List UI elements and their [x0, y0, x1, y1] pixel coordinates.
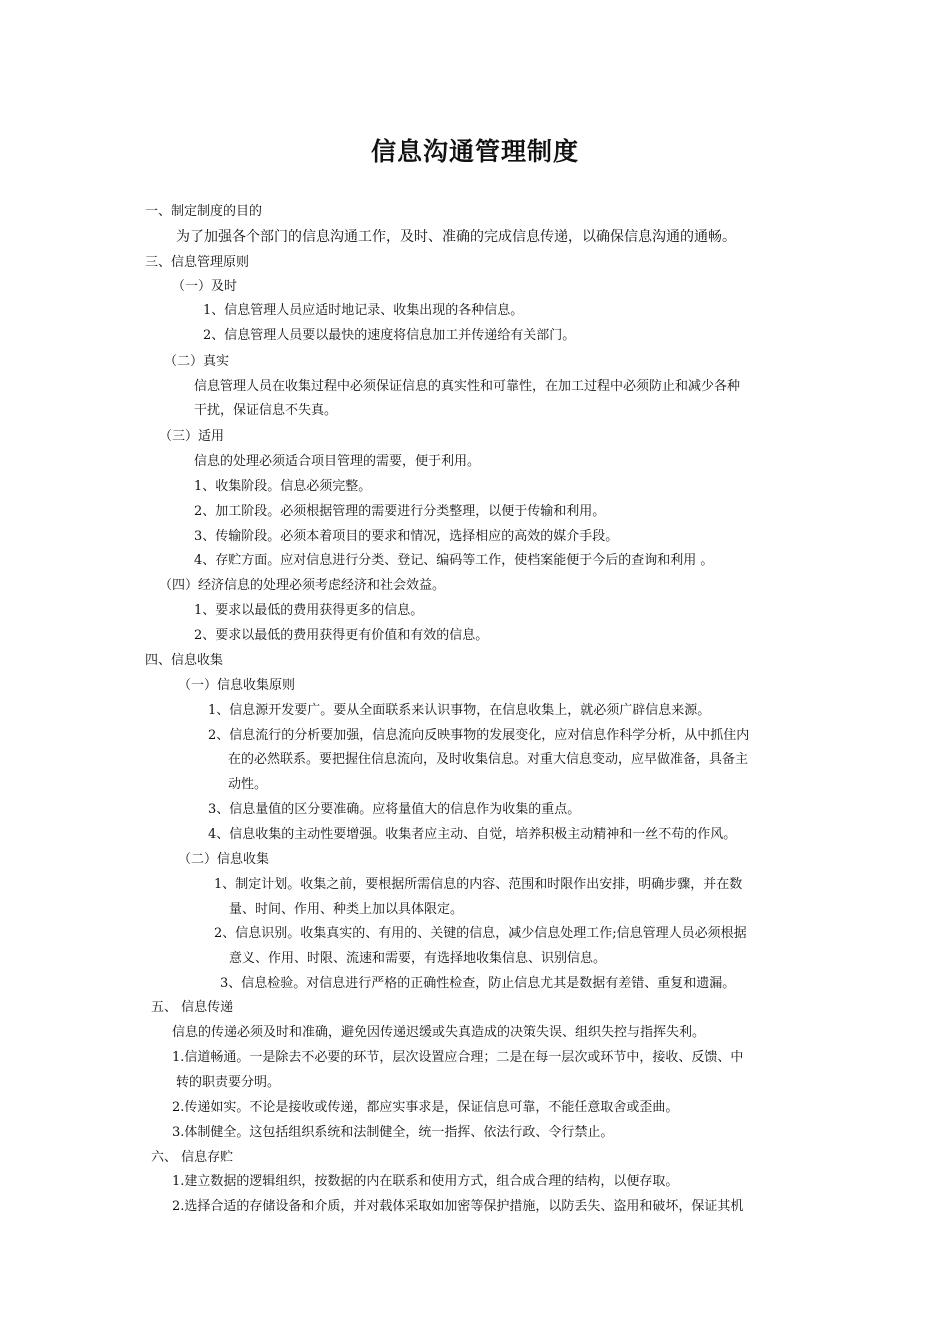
list-item: 2.选择合适的存储设备和介质，并对载体采取如加密等保护措施，以防丢失、盗用和破坏，保证其机 — [172, 1199, 744, 1214]
list-item: 1、信息管理人员应适时地记录、收集出现的各种信息。 — [203, 303, 524, 318]
list-item-cont: 在的必然联系。要把握住信息流向，及时收集信息。对重大信息变动，应早做准备，具备主 — [228, 752, 749, 767]
list-item: 1、要求以最低的费用获得更多的信息。 — [194, 603, 424, 618]
section-heading-storage: 六、 信息存贮 — [151, 1150, 234, 1165]
list-item: 2.传递如实。不论是接收或传递，都应实事求是，保证信息可靠，不能任意取舍或歪曲。 — [172, 1100, 679, 1115]
list-item: 1、收集阶段。信息必须完整。 — [194, 479, 372, 494]
list-item: 2、加工阶段。必须根据管理的需要进行分类整理，以便于传输和利用。 — [194, 504, 606, 519]
list-item: 2、信息流行的分析要加强，信息流向反映事物的发展变化，应对信息作科学分析，从中抓住内 — [208, 728, 750, 743]
list-item-cont: 转的职责要分明。 — [176, 1075, 281, 1090]
paragraph-purpose: 为了加强各个部门的信息沟通工作，及时、准确的完成信息传递，以确保信息沟通的通畅。 — [176, 229, 736, 245]
section-heading-purpose: 一、制定制度的目的 — [145, 204, 263, 219]
section-heading-transmission: 五、 信息传递 — [151, 1000, 234, 1015]
paragraph-transmission: 信息的传递必须及时和准确，避免因传递迟缓或失真造成的决策失误、组织失控与指挥失利。 — [172, 1025, 706, 1040]
paragraph-truthful: 信息管理人员在收集过程中必须保证信息的真实性和可靠性，在加工过程中必须防止和减少各种 — [194, 379, 741, 394]
list-item-cont: 意义、作用、时限、流速和需要，有选择地收集信息、识别信息。 — [229, 951, 607, 966]
subheading-economic: （四）经济信息的处理必须考虑经济和社会效益。 — [159, 578, 446, 593]
list-item: 2、信息识别。收集真实的、有用的、关键的信息，减少信息处理工作;信息管理人员必须根据 — [214, 926, 747, 941]
subheading-collection-principles: （一）信息收集原则 — [178, 678, 296, 693]
list-item: 1、信息源开发要广。要从全面联系来认识事物，在信息收集上，就必须广辟信息来源。 — [208, 703, 711, 718]
section-heading-principles: 三、信息管理原则 — [145, 255, 250, 270]
list-item: 1.建立数据的逻辑组织，按数据的内在联系和使用方式，组合成合理的结构，以便存取。 — [172, 1174, 679, 1189]
list-item: 3、信息量值的区分要准确。应将量值大的信息作为收集的重点。 — [208, 802, 581, 817]
list-item: 3.体制健全。这包括组织系统和法制健全，统一指挥、依法行政、令行禁止。 — [172, 1125, 614, 1140]
list-item: 3、信息检验。对信息进行严格的正确性检查，防止信息尤其是数据有差错、重复和遗漏。 — [220, 976, 736, 991]
paragraph-truthful-cont: 干扰，保证信息不失真。 — [194, 403, 338, 418]
subheading-timely: （一）及时 — [172, 279, 238, 294]
subheading-truthful: （二）真实 — [164, 354, 230, 369]
list-item: 4、信息收集的主动性要增强。收集者应主动、自觉，培养积极主动精神和一丝不苟的作风。 — [208, 827, 737, 842]
list-item-cont: 动性。 — [228, 777, 268, 792]
list-item: 1、制定计划。收集之前，要根据所需信息的内容、范围和时限作出安排，明确步骤，并在数 — [214, 877, 743, 892]
subheading-applicable: （三）适用 — [159, 429, 225, 444]
list-item: 1.信道畅通。一是除去不必要的环节，层次设置应合理；二是在每一层次或环节中，接收、反馈、中 — [172, 1050, 744, 1065]
paragraph-applicable: 信息的处理必须适合项目管理的需要，便于利用。 — [194, 454, 481, 469]
list-item-cont: 量、时间、作用、种类上加以具体限定。 — [229, 902, 464, 917]
list-item: 3、传输阶段。必须本着项目的要求和情况，选择相应的高效的媒介手段。 — [194, 529, 619, 544]
section-heading-collection: 四、信息收集 — [145, 653, 224, 668]
list-item: 2、信息管理人员要以最快的速度将信息加工并传递给有关部门。 — [203, 328, 576, 343]
list-item: 2、要求以最低的费用获得更有价值和有效的信息。 — [194, 628, 489, 643]
subheading-info-collection: （二）信息收集 — [178, 852, 270, 867]
document-title: 信息沟通管理制度 — [370, 137, 579, 166]
list-item: 4、存贮方面。应对信息进行分类、登记、编码等工作，使档案能便于今后的查询和利用 。 — [194, 553, 714, 568]
